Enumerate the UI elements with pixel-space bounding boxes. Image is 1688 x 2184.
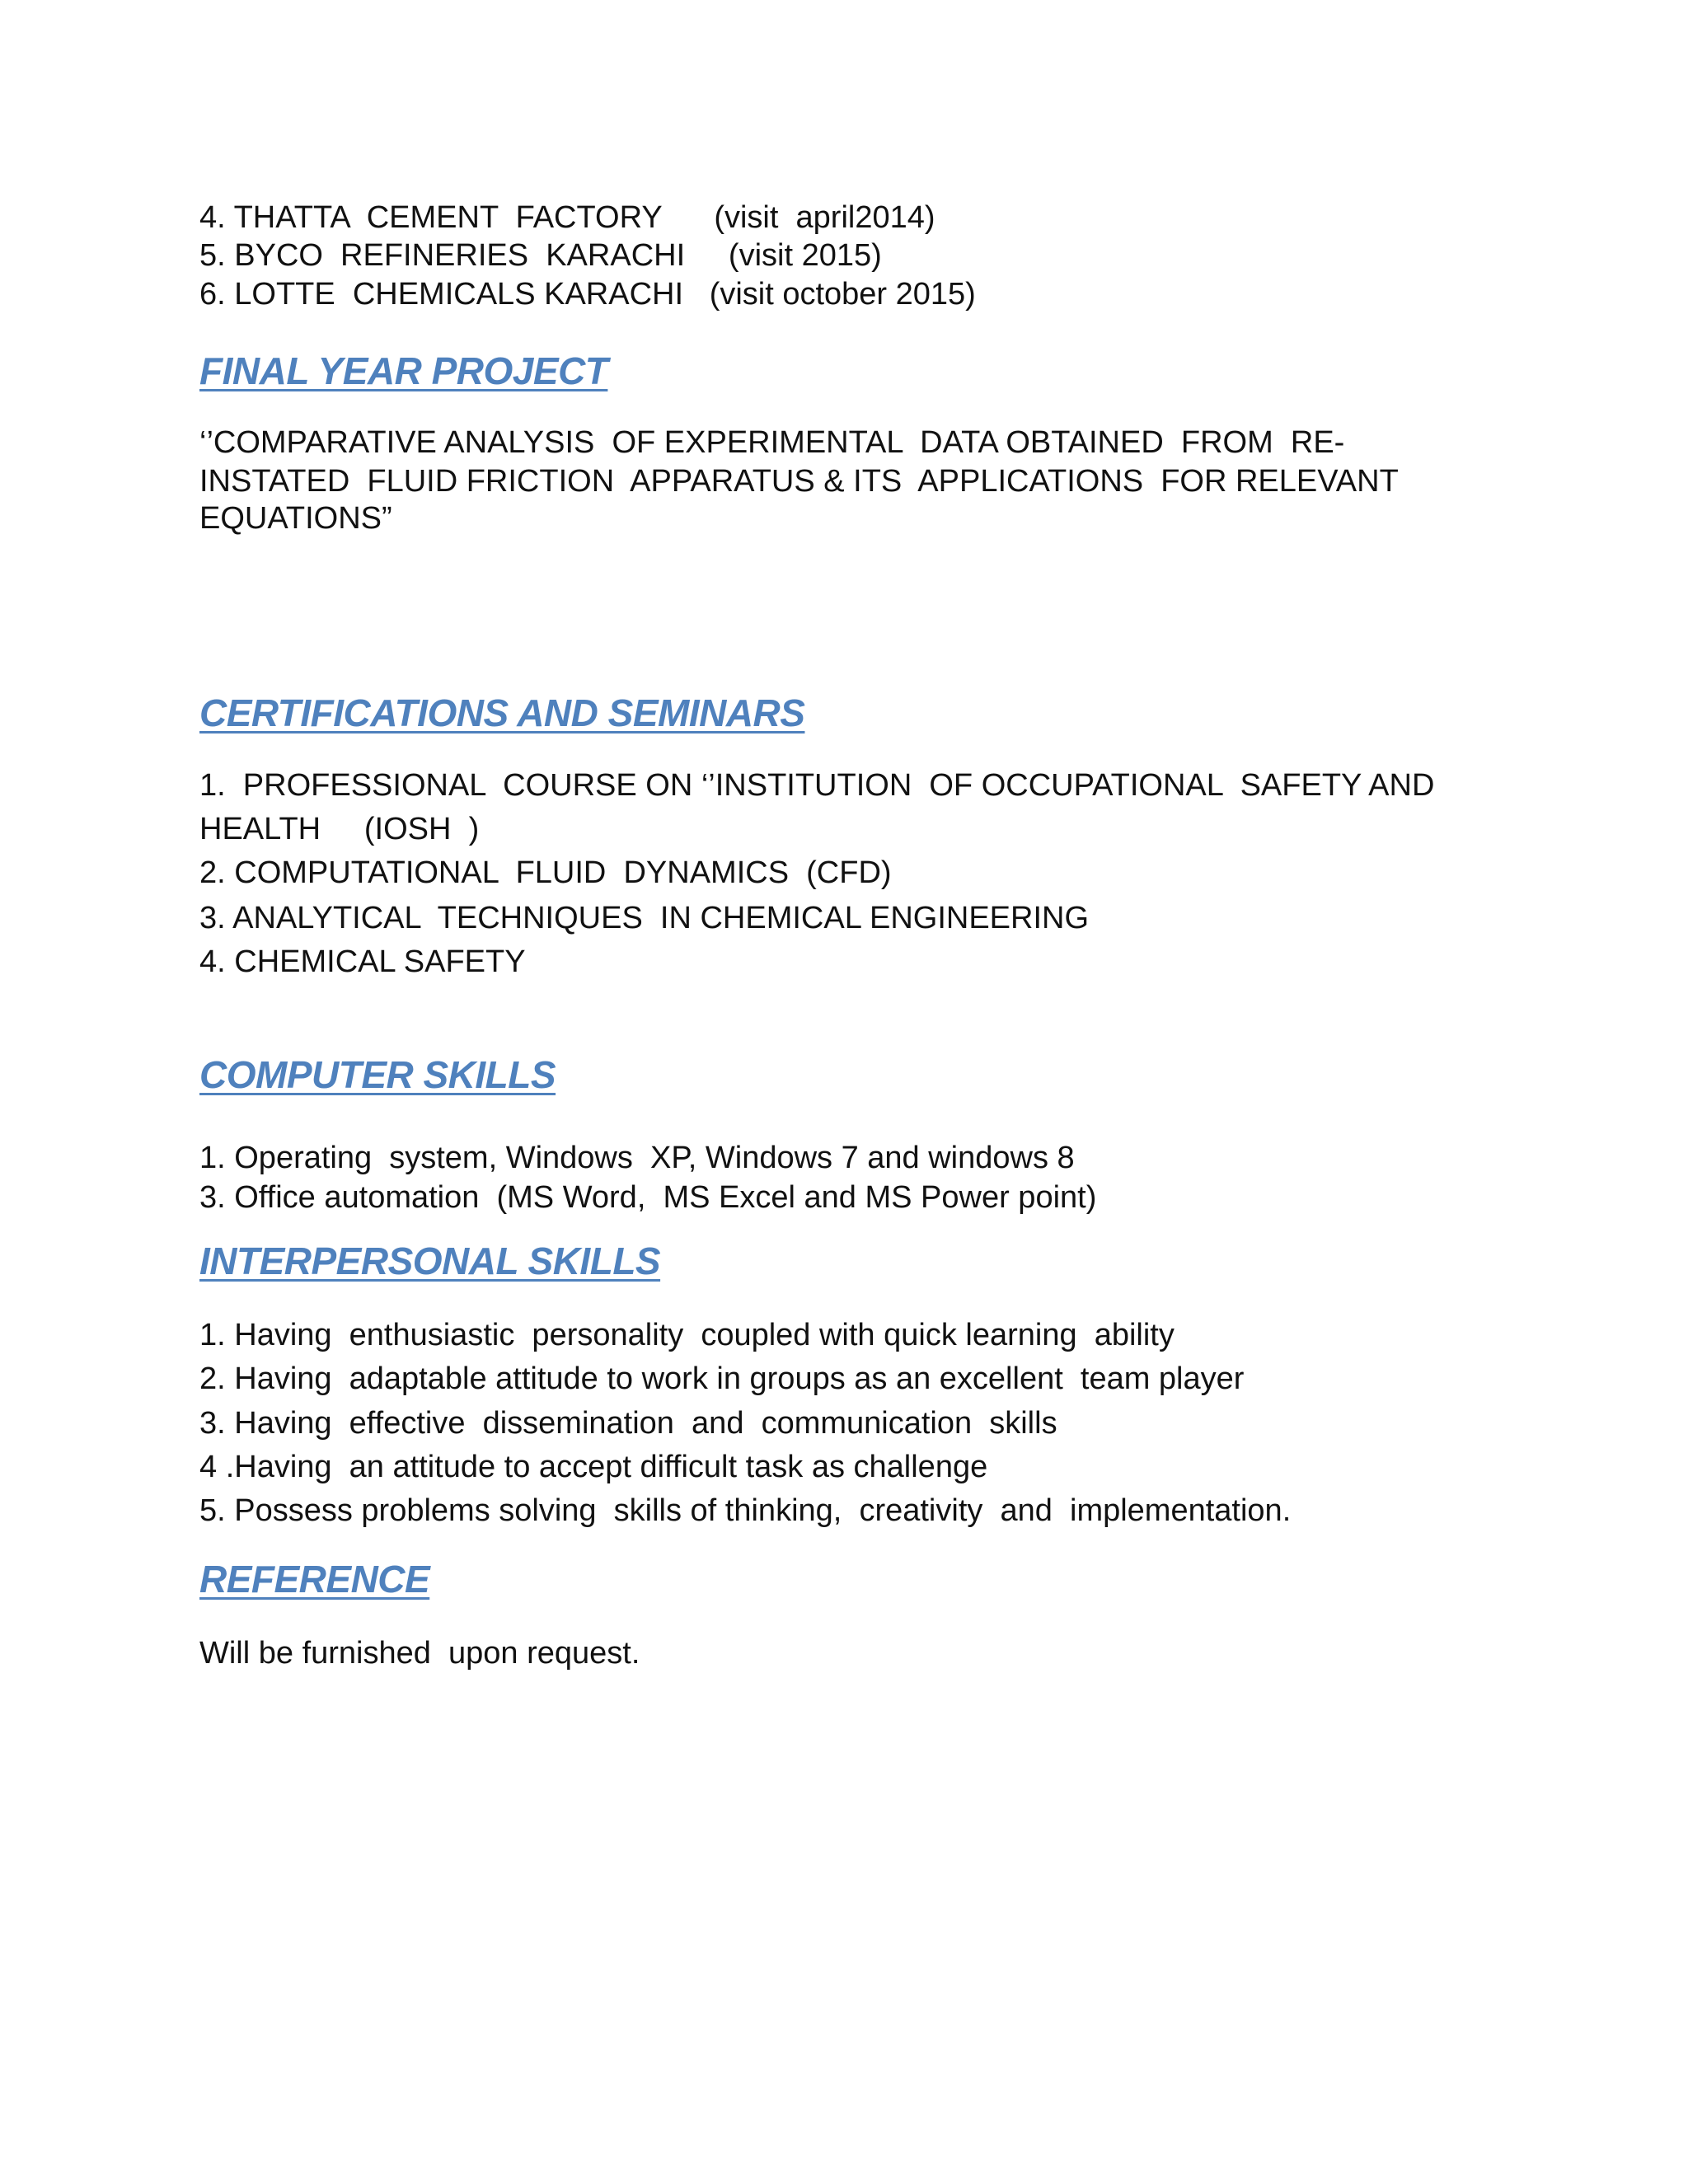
project-title-line: EQUATIONS” xyxy=(199,501,392,536)
computer-skill-item: 3. Office automation (MS Word, MS Excel and MS Power point) xyxy=(199,1180,1097,1215)
reference-text: Will be furnished upon request. xyxy=(199,1636,640,1671)
section-heading-computer-skills: COMPUTER SKILLS xyxy=(199,1053,556,1096)
visit-item: 4. THATTA CEMENT FACTORY (visit april2014) xyxy=(199,200,935,235)
certification-item: HEALTH (IOSH ) xyxy=(199,812,480,846)
section-heading-final-year-project: FINAL YEAR PROJECT xyxy=(199,349,608,392)
visit-item: 6. LOTTE CHEMICALS KARACHI (visit october 2015) xyxy=(199,277,976,312)
interpersonal-skill-item: 1. Having enthusiastic personality coupled with quick learning ability xyxy=(199,1318,1175,1352)
visit-item: 5. BYCO REFINERIES KARACHI (visit 2015) xyxy=(199,238,882,273)
interpersonal-skill-item: 2. Having adaptable attitude to work in groups as an excellent team player xyxy=(199,1361,1245,1396)
interpersonal-skill-item: 4 .Having an attitude to accept difficult task as challenge xyxy=(199,1450,988,1484)
certification-item: 3. ANALYTICAL TECHNIQUES IN CHEMICAL ENGINEERING xyxy=(199,901,1090,935)
section-heading-interpersonal-skills: INTERPERSONAL SKILLS xyxy=(199,1240,661,1282)
interpersonal-skill-item: 3. Having effective dissemination and communication skills xyxy=(199,1406,1057,1441)
certification-item: 2. COMPUTATIONAL FLUID DYNAMICS (CFD) xyxy=(199,855,892,890)
certification-item: 1. PROFESSIONAL COURSE ON ‘’INSTITUTION OF OCCUPATIONAL SAFETY AND xyxy=(199,768,1435,803)
certification-item: 4. CHEMICAL SAFETY xyxy=(199,944,526,979)
interpersonal-skill-item: 5. Possess problems solving skills of thinking, creativity and implementation. xyxy=(199,1493,1292,1528)
project-title-line: INSTATED FLUID FRICTION APPARATUS & ITS APPLICATIONS FOR RELEVANT xyxy=(199,464,1399,499)
section-heading-reference: REFERENCE xyxy=(199,1558,430,1601)
project-title-line: ‘’COMPARATIVE ANALYSIS OF EXPERIMENTAL DATA OBTAINED FROM RE- xyxy=(199,425,1345,460)
section-heading-certifications: CERTIFICATIONS AND SEMINARS xyxy=(199,691,805,734)
computer-skill-item: 1. Operating system, Windows XP, Windows 7 and windows 8 xyxy=(199,1141,1075,1175)
